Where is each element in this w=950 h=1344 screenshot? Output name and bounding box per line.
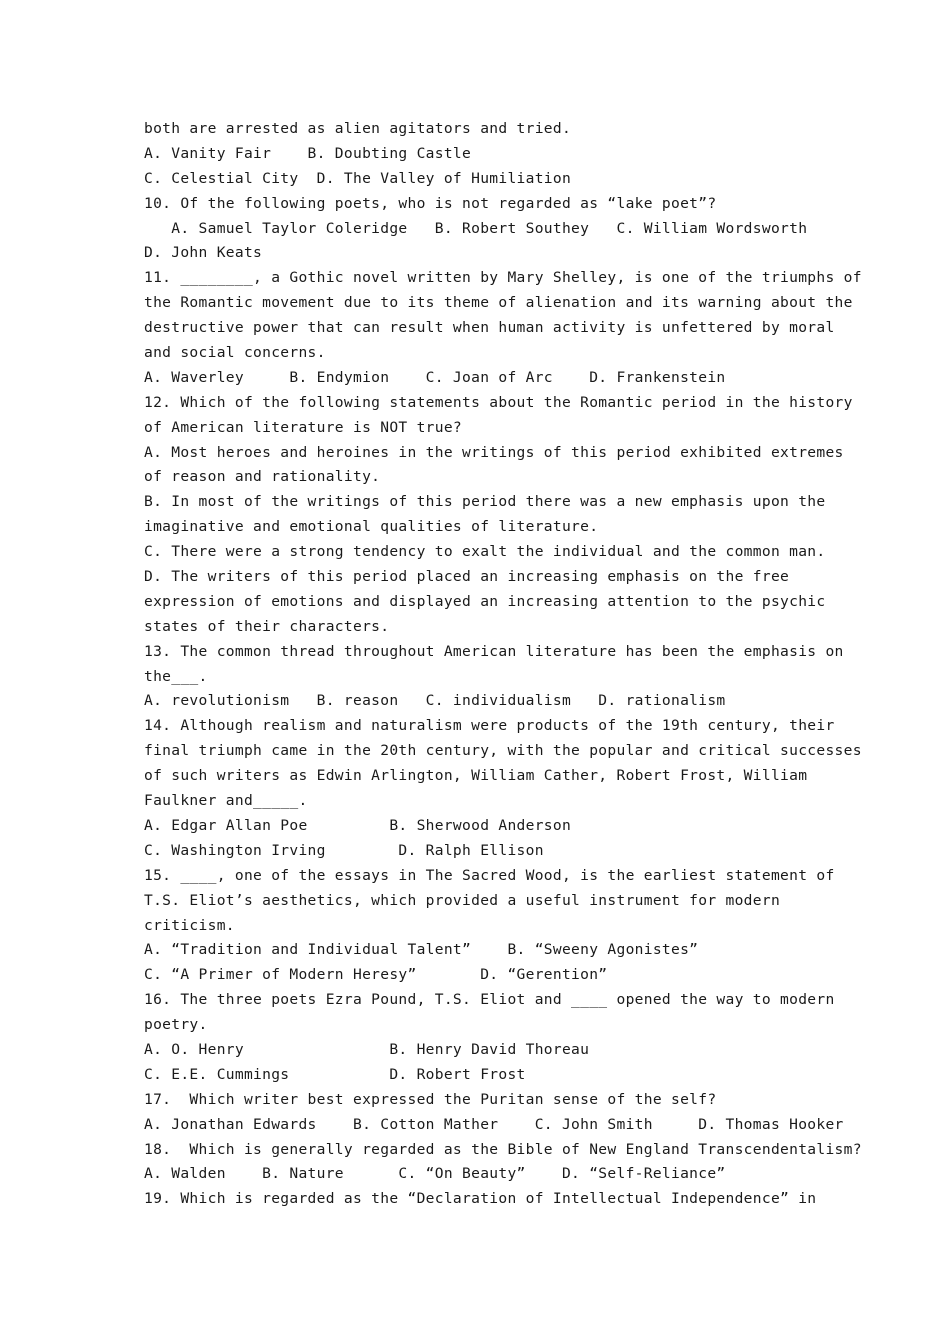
- text-line: of American literature is NOT true?: [144, 418, 463, 436]
- text-line: both are arrested as alien agitators and tried.: [144, 120, 572, 137]
- answer-options: A. Jonathan Edwards B. Cotton Mather C. John Smith D. Thomas Hooker: [144, 1115, 844, 1133]
- question-14: 14. Although realism and naturalism were products of the 19th century, their: [144, 717, 835, 735]
- answer-options: A. Waverley B. Endymion C. Joan of Arc D. Frankenstein: [144, 368, 726, 386]
- question-19: 19. Which is regarded as the “Declaration of Intellectual Independence” in: [144, 1190, 817, 1208]
- text-line: of such writers as Edwin Arlington, William Cather, Robert Frost, William: [144, 767, 808, 785]
- answer-option-c: C. There were a strong tendency to exalt the individual and the common man.: [144, 543, 826, 561]
- answer-option-d: D. The writers of this period placed an increasing emphasis on the free: [144, 568, 790, 586]
- exam-text: [144, 117, 862, 1212]
- text-line: destructive power that can result when human activity is unfettered by moral: [144, 319, 835, 337]
- question-10: 10. Of the following poets, who is not regarded as “lake poet”?: [144, 194, 717, 212]
- answer-options: C. Celestial City D. The Valley of Humiliation: [144, 169, 572, 187]
- answer-options: A. Vanity Fair B. Doubting Castle: [144, 144, 472, 162]
- text-line: criticism.: [144, 916, 235, 934]
- question-18: 18. Which is generally regarded as the Bible of New England Transcendentalism?: [144, 1140, 862, 1158]
- text-line: poetry.: [144, 1016, 208, 1034]
- question-13: 13. The common thread throughout American literature has been the emphasis on: [144, 642, 844, 660]
- text-line: expression of emotions and displayed an increasing attention to the psychic: [144, 592, 826, 610]
- answer-options: C. Washington Irving D. Ralph Ellison: [144, 841, 544, 859]
- question-15: 15. ____, one of the essays in The Sacred Wood, is the earliest statement of: [144, 866, 835, 884]
- text-line: Faulkner and_____.: [144, 792, 308, 810]
- answer-options: A. O. Henry B. Henry David Thoreau: [144, 1040, 590, 1058]
- text-line: final triumph came in the 20th century, with the popular and critical successes: [144, 742, 862, 760]
- question-11: 11. ________, a Gothic novel written by Mary Shelley, is one of the triumphs of: [144, 269, 862, 287]
- answer-option-b: B. In most of the writings of this period there was a new emphasis upon the: [144, 493, 826, 511]
- text-line: of reason and rationality.: [144, 468, 381, 486]
- answer-options: A. “Tradition and Individual Talent” B. “Sweeny Agonistes”: [144, 941, 699, 959]
- answer-options: A. revolutionism B. reason C. individualism D. rationalism: [144, 692, 726, 710]
- question-12: 12. Which of the following statements about the Romantic period in the history: [144, 393, 853, 411]
- answer-options: A. Edgar Allan Poe B. Sherwood Anderson: [144, 816, 572, 834]
- answer-options: C. “A Primer of Modern Heresy” D. “Gerention”: [144, 966, 608, 984]
- text-line: the___.: [144, 667, 208, 685]
- answer-options: A. Samuel Taylor Coleridge B. Robert Southey C. William Wordsworth: [144, 219, 808, 237]
- question-17: 17. Which writer best expressed the Puritan sense of the self?: [144, 1090, 717, 1108]
- text-line: and social concerns.: [144, 344, 326, 362]
- text-line: T.S. Eliot’s aesthetics, which provided a useful instrument for modern: [144, 891, 781, 909]
- answer-options: C. E.E. Cummings D. Robert Frost: [144, 1065, 526, 1083]
- text-line: states of their characters.: [144, 617, 390, 635]
- text-line: the Romantic movement due to its theme of alienation and its warning about the: [144, 294, 853, 312]
- answer-option-a: A. Most heroes and heroines in the writings of this period exhibited extremes: [144, 443, 844, 461]
- text-line: imaginative and emotional qualities of literature.: [144, 518, 599, 536]
- answer-options: D. John Keats: [144, 244, 263, 262]
- answer-options: A. Walden B. Nature C. “On Beauty” D. “Self-Reliance”: [144, 1165, 726, 1183]
- question-16: 16. The three poets Ezra Pound, T.S. Eliot and ____ opened the way to modern: [144, 991, 835, 1009]
